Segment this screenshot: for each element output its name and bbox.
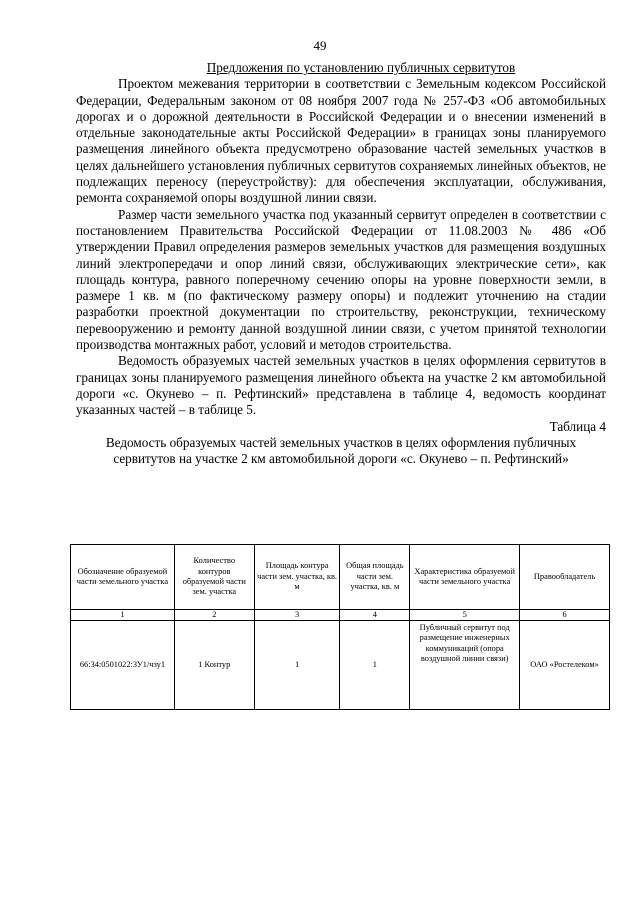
column-number: 4 [340, 610, 410, 621]
cell-contours: 1 Контур [174, 621, 254, 710]
table-row [71, 621, 610, 710]
header-contour-area: Площадь контура части зем. участка, кв. м [254, 545, 340, 610]
cell-contour-area: 1 [254, 621, 340, 710]
table-title: Ведомость образуемых частей земельных участков в целях оформления публичных сервитутов на участке 2 км автомобильной дороги «с. Окунево – п. Рефтинский» [105, 434, 577, 467]
header-designation: Обозначение образуемой части земельного участка [71, 545, 175, 610]
cell-designation: 66:34:0501022:ЗУ1/чзу1 [71, 621, 175, 710]
table-column-numbers-row [71, 610, 610, 621]
paragraph-2: Размер части земельного участка под указанный сервитут определен в соответствии с постановлением Правительства Российской Федерации от 11.08.2003 № 486 «Об утверждении Правил определения размеров земельных участков для размещения воздушных линий электропередачи и опор линий связи, обслуживающих электрические сети», как площадь контура, равного поперечному сечению опоры на уровне поверхности земли, в размере 1 кв. м (по фактическому размеру опоры) и подлежит уточнению на стадии разработки проектной документации по строительству, реконструкции, техническому перевооружению и ремонту данной воздушной линии связи, с учетом принятой технологии производства монтажных работ, условий и методов строительства. [76, 206, 606, 353]
page-number: 49 [313, 38, 327, 53]
cell-owner: ОАО «Ростелеком» [520, 621, 610, 710]
table-label: Таблица 4 [549, 418, 606, 434]
column-number: 6 [520, 610, 610, 621]
header-owner: Правообладатель [520, 545, 610, 610]
header-characteristic: Характеристика образуемой части земельного участка [410, 545, 520, 610]
document-body [76, 60, 606, 467]
cell-characteristic: Публичный сервитут под размещение инженерных коммуникаций (опора воздушной линии связи) [410, 621, 520, 710]
header-contours: Количество контуров образуемой части зем. участка [174, 545, 254, 610]
cell-total-area: 1 [340, 621, 410, 710]
header-total-area: Общая площадь части зем. участка, кв. м [340, 545, 410, 610]
servitude-table [70, 544, 610, 710]
paragraph-3: Ведомость образуемых частей земельных участков в целях оформления сервитутов в границах зоны планируемого размещения линейного объекта на участке 2 км автомобильной дороги «с. Окунево – п. Рефтинский» представлена в таблице 4, ведомость координат указанных частей – в таблице 5. [76, 353, 606, 418]
section-heading: Предложения по установлению публичных сервитутов [206, 60, 516, 75]
table-header-row [71, 545, 610, 610]
column-number: 3 [254, 610, 340, 621]
paragraph-1: Проектом межевания территории в соответствии с Земельным кодексом Российской Федерации, Федеральным законом от 08 ноября 2007 года № 257-ФЗ «Об автомобильных дорогах и о дорожной деятельности в Российской Федерации и о внесении изменений в отдельные законодательные акты Российской Федерации» в границах зоны планируемого размещения линейного объекта предусмотрено образование частей земельных участков в целях дальнейшего установления публичных сервитутов сохраняемых линейных объектов, не подлежащих переносу (переустройству): для обеспечения эксплуатации, обслуживания, ремонта сохраняемой опоры воздушной линии связи. [76, 76, 606, 206]
column-number: 5 [410, 610, 520, 621]
column-number: 1 [71, 610, 175, 621]
column-number: 2 [174, 610, 254, 621]
